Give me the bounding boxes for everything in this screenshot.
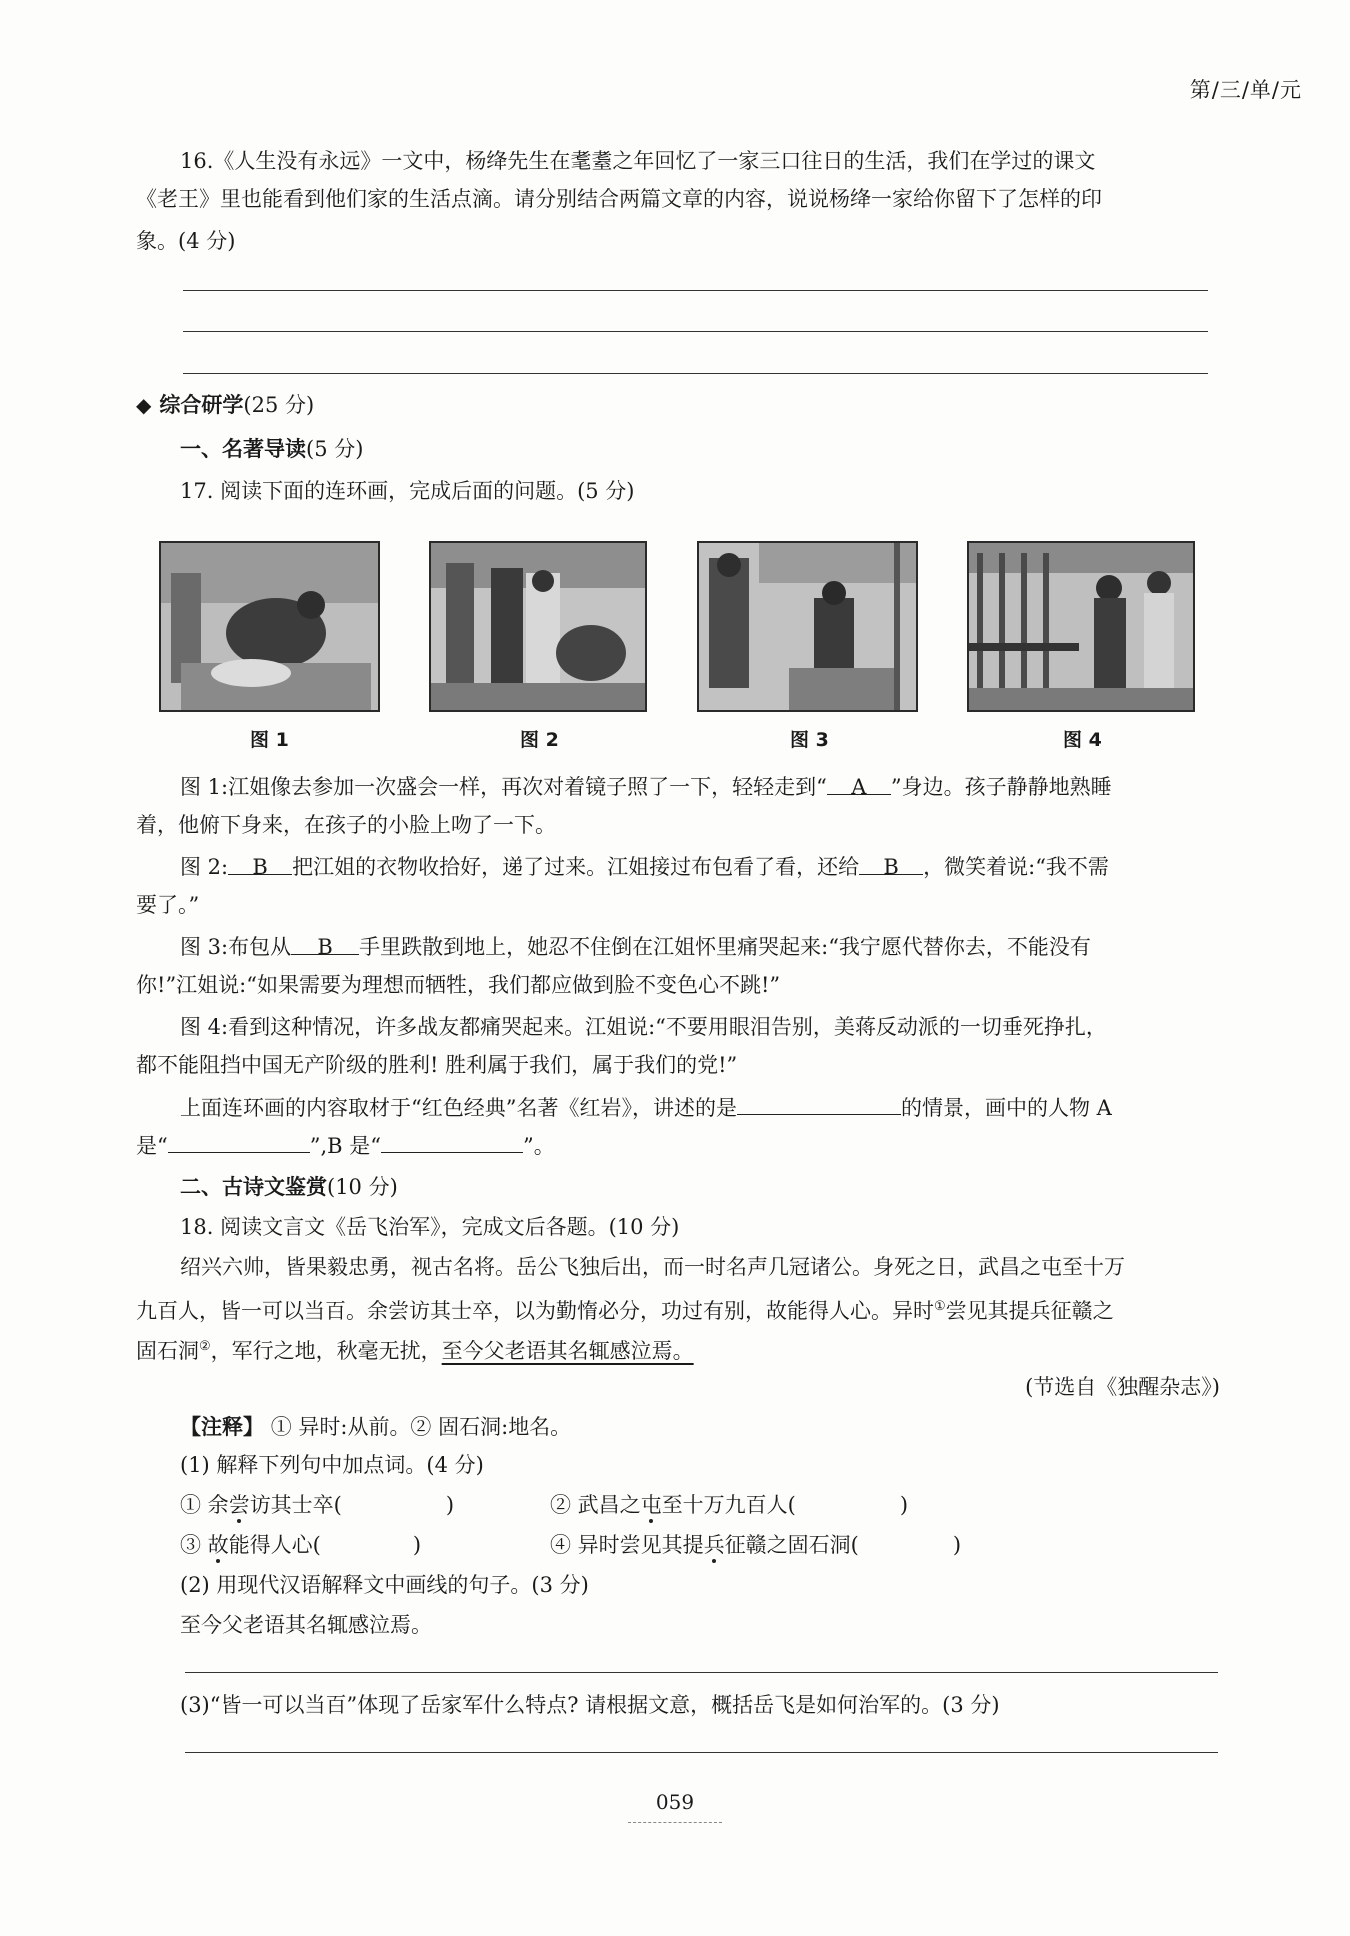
item-text: 征赣之固石洞( bbox=[724, 1533, 859, 1557]
item-text: ) bbox=[952, 1533, 962, 1557]
figure-caption-4: 图 4 bbox=[1063, 729, 1102, 751]
caption-text: ”身边。孩子静静地熟睡 bbox=[890, 775, 1112, 799]
comic-panel-4 bbox=[967, 541, 1195, 712]
section-title: 综合研学 bbox=[159, 392, 244, 417]
annotation-text: ① 异时:从前。② 固石洞:地名。 bbox=[270, 1415, 572, 1439]
item-text: ) bbox=[899, 1493, 909, 1517]
comic-caption-2-cont: 要了。” bbox=[136, 893, 200, 917]
item-text: ) bbox=[412, 1533, 422, 1557]
q16-line3: 象。(4 分) bbox=[136, 229, 236, 253]
comic-caption-1-cont: 着，他俯下身来，在孩子的小脸上吻了一下。 bbox=[136, 813, 556, 837]
part2-heading bbox=[180, 1172, 398, 1202]
dotted-word: 屯 bbox=[640, 1493, 662, 1517]
passage-line-1: 绍兴六帅，皆果毅忠勇，视古名将。岳公飞独后出，而一时名声几冠诸公。身死之日，武昌之屯至十万 bbox=[180, 1255, 1125, 1279]
blank-b: B bbox=[859, 852, 923, 875]
unit-header: 第/三/单/元 bbox=[1189, 78, 1302, 102]
subq1-item-1 bbox=[180, 1490, 454, 1520]
q17-question bbox=[180, 1092, 1112, 1123]
q18-title: 18. 阅读文言文《岳飞治军》，完成文后各题。(10 分) bbox=[180, 1215, 680, 1239]
dotted-word: 兵 bbox=[703, 1533, 725, 1557]
q16-line2: 《老王》里也能看到他们家的生活点滴。请分别结合两篇文章的内容，说说杨绛一家给你留下了怎样的印 bbox=[136, 187, 1102, 211]
figure-caption-1: 图 1 bbox=[250, 729, 289, 751]
page-number-divider bbox=[628, 1822, 722, 1823]
caption-text: 把江姐的衣物收拾好，递了过来。江姐接过布包看了看，还给 bbox=[292, 855, 860, 879]
answer-line[interactable] bbox=[185, 1672, 1218, 1673]
dotted-word: 尝 bbox=[228, 1493, 250, 1517]
subq1-item-3 bbox=[180, 1530, 421, 1560]
answer-blank-b[interactable] bbox=[381, 1130, 523, 1153]
question-text: ”,B 是“ bbox=[309, 1134, 382, 1158]
item-text: 至十万九百人( bbox=[661, 1493, 796, 1517]
question-text: 上面连环画的内容取材于“红色经典”名著《红岩》，讲述的是 bbox=[180, 1096, 737, 1120]
page-number: 059 bbox=[655, 1790, 695, 1814]
comic-caption-2 bbox=[180, 852, 1109, 882]
answer-line[interactable] bbox=[185, 1752, 1218, 1753]
comic-caption-4-cont: 都不能阻挡中国无产阶级的胜利! 胜利属于我们，属于我们的党!” bbox=[136, 1053, 738, 1077]
subq3-prompt: (3)“皆一可以当百”体现了岳家军什么特点? 请根据文意，概括岳飞是如何治军的。(3 分) bbox=[180, 1693, 1000, 1717]
q17-prompt: 17. 阅读下面的连环画，完成后面的问题。(5 分) bbox=[180, 479, 635, 503]
subq2-sentence: 至今父老语其名辄感泣焉。 bbox=[180, 1613, 432, 1637]
caption-text: 图 1:江姐像去参加一次盛会一样，再次对着镜子照了一下，轻轻走到“ bbox=[180, 775, 827, 799]
comic-caption-1 bbox=[180, 772, 1112, 802]
figure-caption-2: 图 2 bbox=[520, 729, 559, 751]
answer-line[interactable] bbox=[183, 331, 1208, 332]
comic-panel-1 bbox=[159, 541, 380, 712]
item-text: ① 余 bbox=[180, 1493, 229, 1517]
underlined-sentence: 至今父老语其名辄感泣焉。 bbox=[441, 1339, 694, 1363]
footnote-marker: ② bbox=[199, 1339, 211, 1354]
answer-blank[interactable] bbox=[737, 1092, 901, 1115]
comic-caption-3-cont: 你!”江姐说:“如果需要为理想而牺牲，我们都应做到脸不变色心不跳!” bbox=[136, 973, 781, 997]
passage-line-2 bbox=[136, 1292, 1114, 1326]
comic-panel-3 bbox=[697, 541, 918, 712]
item-text: ④ 异时尝见其提 bbox=[550, 1533, 704, 1557]
annotation bbox=[180, 1412, 571, 1442]
annotation-label: 【注释】 bbox=[180, 1414, 264, 1439]
subq1-item-2 bbox=[550, 1490, 908, 1520]
part1-points: (5 分) bbox=[306, 437, 364, 461]
comic-caption-3 bbox=[180, 932, 1091, 962]
question-text: 是“ bbox=[136, 1134, 168, 1158]
part2-title: 二、古诗文鉴赏 bbox=[180, 1174, 327, 1199]
subq1-item-4 bbox=[550, 1530, 961, 1560]
subq2-prompt: (2) 用现代汉语解释文中画线的句子。(3 分) bbox=[180, 1573, 589, 1597]
figure-caption-3: 图 3 bbox=[790, 729, 829, 751]
item-text: ② 武昌之 bbox=[550, 1493, 641, 1517]
question-text: 的情景，画中的人物 A bbox=[900, 1096, 1112, 1120]
section-heading bbox=[136, 390, 314, 420]
footnote-marker: ① bbox=[934, 1299, 946, 1314]
item-text: 能得人心( bbox=[228, 1533, 321, 1557]
section-points: (25 分) bbox=[243, 393, 315, 417]
passage-line-3 bbox=[136, 1332, 694, 1366]
caption-text: 图 2: bbox=[180, 855, 229, 879]
comic-panel-2 bbox=[429, 541, 647, 712]
item-text: ) bbox=[445, 1493, 455, 1517]
passage-source: (节选自《独醒杂志》) bbox=[1025, 1375, 1220, 1399]
blank-b: B bbox=[228, 852, 292, 875]
part1-title: 一、名著导读 bbox=[180, 436, 306, 461]
diamond-icon: ◆ bbox=[136, 393, 152, 417]
passage-text: 九百人，皆一可以当百。余尝访其士卒，以为勤惰必分，功过有别，故能得人心。异时 bbox=[136, 1299, 934, 1323]
item-text: ③ bbox=[180, 1533, 208, 1557]
answer-line[interactable] bbox=[183, 373, 1208, 374]
caption-text: ，微笑着说:“我不需 bbox=[923, 855, 1109, 879]
passage-text: ，军行之地，秋毫无扰， bbox=[210, 1339, 442, 1363]
comic-caption-4: 图 4:看到这种情况，许多战友都痛哭起来。江姐说:“不要用眼泪告别，美蒋反动派的一切垂死挣扎， bbox=[180, 1015, 1107, 1039]
blank-b: B bbox=[291, 932, 359, 955]
answer-line[interactable] bbox=[183, 290, 1208, 291]
question-text: ”。 bbox=[523, 1134, 555, 1158]
q17-question-cont bbox=[136, 1130, 555, 1161]
answer-blank-a[interactable] bbox=[168, 1130, 310, 1153]
item-text: 访其士卒( bbox=[249, 1493, 342, 1517]
dotted-word: 故 bbox=[207, 1533, 229, 1557]
passage-text: 固石洞 bbox=[136, 1339, 199, 1363]
caption-text: 图 3:布包从 bbox=[180, 935, 292, 959]
part2-points: (10 分) bbox=[327, 1175, 398, 1199]
subq1-prompt: (1) 解释下列句中加点词。(4 分) bbox=[180, 1453, 484, 1477]
blank-a: A bbox=[827, 772, 891, 795]
part1-heading bbox=[180, 434, 363, 464]
caption-text: 手里跌散到地上，她忍不住倒在江姐怀里痛哭起来:“我宁愿代替你去，不能没有 bbox=[359, 935, 1091, 959]
q16-line1: 16.《人生没有永远》一文中，杨绛先生在耄耋之年回忆了一家三口往日的生活，我们在学过的课文 bbox=[180, 149, 1096, 173]
passage-text: 尝见其提兵征赣之 bbox=[945, 1299, 1114, 1323]
